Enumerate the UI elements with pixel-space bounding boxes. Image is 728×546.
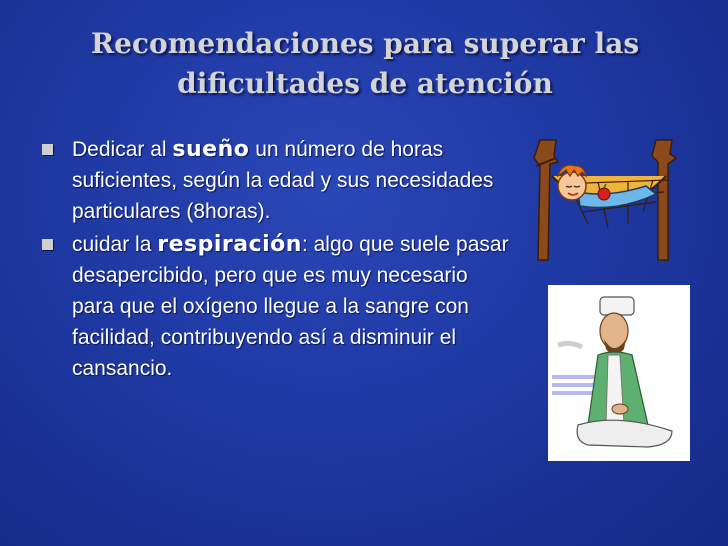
bullet-item-sleep xyxy=(40,134,510,227)
square-bullet-icon xyxy=(42,144,53,155)
breathing-meditation-illustration xyxy=(548,285,690,461)
title-line-2: dificultades de atención xyxy=(177,67,553,100)
bullet-list xyxy=(40,134,510,386)
bullet-text-post: un número de horas suficientes, según la edad y sus necesidades particulares (8horas). xyxy=(72,138,494,223)
bullet-text-post: : algo que suele pasar desapercibido, pero que es muy necesario para que el oxígeno llegue a la sangre con facilidad, contribuyendo así a disminuir el cansancio. xyxy=(72,233,509,380)
hammock-sleeping-illustration xyxy=(528,136,718,264)
bullet-text-pre: cuidar la xyxy=(72,233,158,256)
slide-title xyxy=(20,24,710,104)
bullet-item-breathing xyxy=(40,229,510,384)
title-line-1: Recomendaciones para superar las xyxy=(90,27,640,60)
square-bullet-icon xyxy=(42,239,53,250)
bullet-text-pre: Dedicar al xyxy=(72,138,173,161)
keyword-breathing: respiración xyxy=(157,232,302,257)
keyword-sleep: sueño xyxy=(172,137,250,162)
